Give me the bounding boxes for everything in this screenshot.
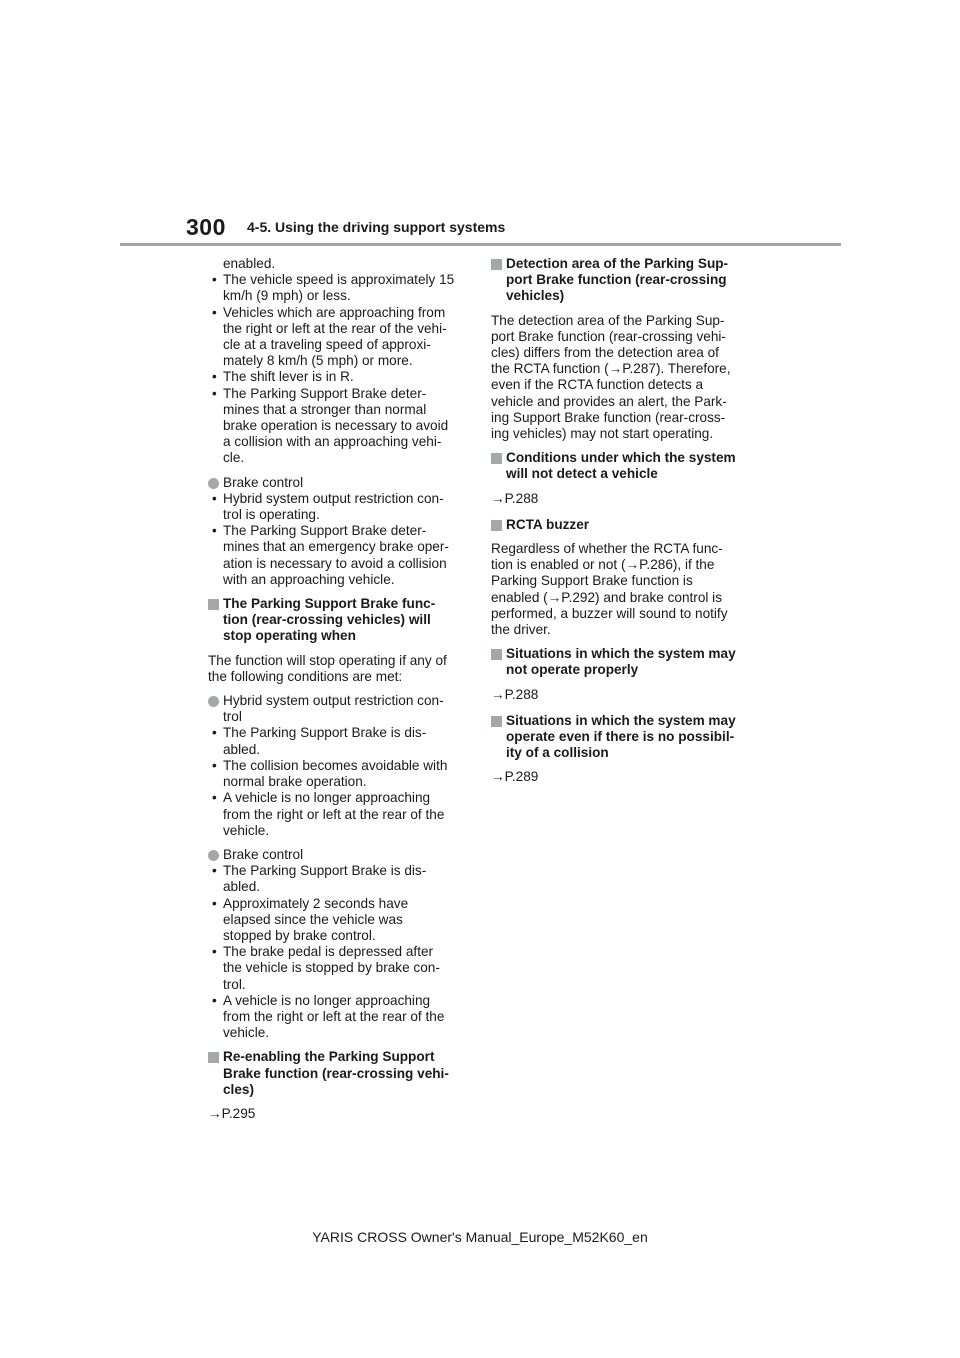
text-line: stopped by brake control. — [223, 927, 376, 943]
text-line: enabled (→P.292) and brake control is — [491, 589, 722, 605]
right-column — [491, 256, 749, 796]
text-line: from the right or left at the rear of the — [223, 1008, 445, 1024]
text-line: RCTA buzzer — [506, 516, 590, 532]
bullet-item — [208, 305, 466, 370]
text-line: • The vehicle speed is approximately 15 — [223, 272, 455, 288]
header-rule — [120, 243, 841, 246]
text-block — [208, 256, 466, 467]
text-line: ity of a collision — [506, 745, 609, 761]
text-line: the RCTA function (→P.287). Therefore, — [491, 361, 731, 377]
text-line: tion is enabled or not (→P.286), if the — [491, 557, 715, 573]
square-bullet-icon — [491, 453, 502, 464]
text-line: • The brake pedal is depressed after — [223, 944, 434, 960]
text-line: operate even if there is no possibil- — [506, 729, 735, 745]
subsection-heading — [491, 517, 749, 533]
text-line: will not detect a vehicle — [506, 466, 658, 482]
text-line: The Parking Support Brake func- — [223, 596, 436, 612]
text-line: Re-enabling the Parking Support — [223, 1049, 435, 1065]
text-line: even if the RCTA function detects a — [491, 377, 704, 393]
circle-item — [208, 475, 466, 588]
page-reference: →P.288 — [491, 686, 539, 702]
circle-heading — [208, 847, 466, 863]
text-line: • The Parking Support Brake deter- — [223, 385, 427, 401]
text-line: Situations in which the system may — [506, 646, 736, 662]
bullet-item — [208, 863, 466, 895]
text-line: enabled. — [223, 256, 276, 271]
text-line: abled. — [223, 879, 261, 895]
text-line: Parking Support Brake function is — [491, 573, 693, 589]
text-line: vehicle and provides an alert, the Park- — [491, 393, 727, 409]
text-line: • The shift lever is in R. — [223, 369, 354, 385]
text-line: normal brake operation. — [223, 774, 367, 790]
paragraph — [491, 541, 749, 638]
text-line: the following conditions are met: — [208, 668, 403, 684]
text-line: • A vehicle is no longer approaching — [223, 790, 431, 806]
text-line: the driver. — [491, 622, 551, 638]
text-line: ing vehicles) may not start operating. — [491, 426, 714, 442]
text-line: Conditions under which the system — [506, 450, 736, 466]
bullet-item — [208, 491, 466, 523]
left-column — [208, 256, 466, 1132]
page-reference: →P.288 — [491, 490, 539, 506]
bullet-item — [208, 272, 466, 304]
text-line: trol — [223, 709, 242, 725]
square-bullet-icon — [208, 1052, 219, 1063]
text-line: brake operation is necessary to avoid — [223, 418, 449, 434]
text-line: vehicle. — [223, 1025, 270, 1041]
text-line: with an approaching vehicle. — [223, 571, 395, 587]
text-line: km/h (9 mph) or less. — [223, 288, 351, 304]
text-line: vehicle. — [223, 822, 270, 838]
text-line: stop operating when — [223, 628, 356, 644]
text-line: ation is necessary to avoid a collision — [223, 555, 447, 571]
text-line: vehicles) — [506, 288, 565, 304]
text-line: cle at a traveling speed of approxi- — [223, 337, 431, 353]
square-bullet-icon — [491, 520, 502, 531]
circle-bullet-icon — [208, 850, 219, 861]
text-line: cle. — [223, 450, 245, 466]
text-line: elapsed since the vehicle was — [223, 911, 403, 927]
text-line: • Approximately 2 seconds have — [223, 895, 409, 911]
text-line: port Brake function (rear-crossing vehi- — [491, 328, 726, 344]
bullet-item — [208, 386, 466, 467]
circle-bullet-icon — [208, 478, 219, 489]
text-line: • The Parking Support Brake is dis- — [223, 863, 427, 879]
text-line: Brake control — [223, 846, 304, 862]
text-line: tion (rear-crossing vehicles) will — [223, 612, 431, 628]
bullet-item — [208, 790, 466, 839]
circle-heading — [208, 475, 466, 491]
text-line: Brake control — [223, 474, 304, 490]
subsection-heading — [208, 596, 466, 645]
text-line: cles) — [223, 1081, 254, 1097]
text-line: not operate properly — [506, 662, 639, 678]
subsection-heading — [491, 450, 749, 482]
bullet-item — [208, 993, 466, 1042]
square-bullet-icon — [491, 259, 502, 270]
text-line: performed, a buzzer will sound to notify — [491, 605, 728, 621]
text-line: the right or left at the rear of the vehi- — [223, 320, 447, 336]
text-line: • A vehicle is no longer approaching — [223, 992, 431, 1008]
section-title: 4-5. Using the driving support systems — [247, 219, 506, 235]
square-bullet-icon — [491, 716, 502, 727]
text-line: • Hybrid system output restriction con- — [223, 490, 444, 506]
text-line: • The Parking Support Brake deter- — [223, 523, 427, 539]
bullet-item — [208, 758, 466, 790]
text-line: Hybrid system output restriction con- — [223, 693, 444, 709]
text-line: mately 8 km/h (5 mph) or more. — [223, 353, 413, 369]
subsection-heading — [491, 256, 749, 305]
text-line: Detection area of the Parking Sup- — [506, 256, 729, 271]
bullet-item — [208, 896, 466, 945]
page-reference: →P.289 — [491, 769, 539, 785]
subsection-heading — [491, 713, 749, 762]
paragraph — [208, 653, 466, 685]
text-line: Situations in which the system may — [506, 712, 736, 728]
text-line: the vehicle is stopped by brake con- — [223, 960, 440, 976]
text-line: • The Parking Support Brake is dis- — [223, 725, 427, 741]
square-bullet-icon — [208, 599, 219, 610]
bullet-item — [208, 944, 466, 993]
paragraph — [491, 313, 749, 443]
text-line: port Brake function (rear-crossing — [506, 272, 727, 288]
text-line: Brake function (rear-crossing vehi- — [223, 1065, 449, 1081]
circle-item — [208, 847, 466, 1041]
subsection-heading — [208, 1049, 466, 1098]
text-line: abled. — [223, 741, 261, 757]
subsection-heading — [491, 646, 749, 678]
circle-bullet-icon — [208, 696, 219, 707]
bullet-item — [208, 725, 466, 757]
bullet-item — [208, 523, 466, 588]
page-reference: →P.295 — [208, 1105, 256, 1121]
text-line: cles) differs from the detection area of — [491, 345, 719, 361]
text-line: • The collision becomes avoidable with — [223, 757, 448, 773]
text-line: The detection area of the Parking Sup- — [491, 312, 725, 328]
square-bullet-icon — [491, 649, 502, 660]
text-line: trol. — [223, 976, 246, 992]
text-line: Regardless of whether the RCTA func- — [491, 541, 723, 557]
text-line: a collision with an approaching vehi- — [223, 434, 442, 450]
bullet-item — [208, 369, 466, 385]
text-line: ing Support Brake function (rear-cross- — [491, 409, 726, 425]
text-line: The function will stop operating if any of — [208, 652, 447, 668]
circle-heading — [208, 693, 466, 725]
text-line: • Vehicles which are approaching from — [223, 304, 446, 320]
text-line: mines that an emergency brake oper- — [223, 539, 449, 555]
text-line: from the right or left at the rear of the — [223, 806, 445, 822]
page-number: 300 — [186, 214, 226, 240]
footer-text: YARIS CROSS Owner's Manual_Europe_M52K60_en — [312, 1229, 648, 1245]
text-line: mines that a stronger than normal — [223, 401, 427, 417]
circle-item — [208, 693, 466, 839]
text-line: trol is operating. — [223, 507, 320, 523]
